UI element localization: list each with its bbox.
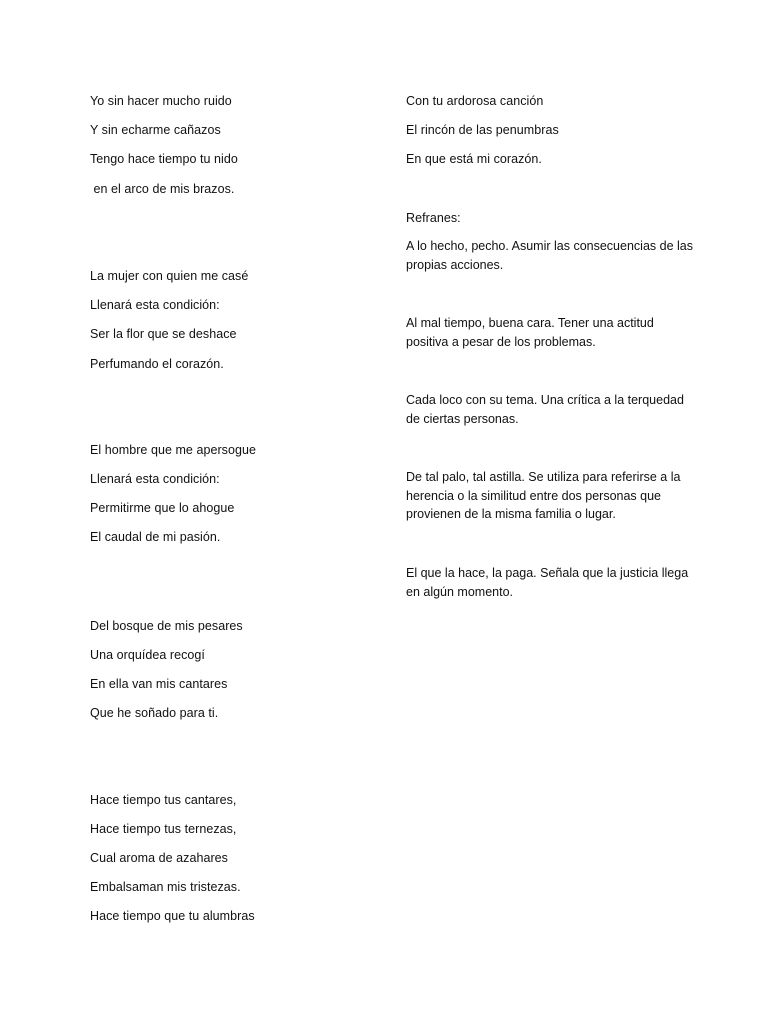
- refran-paragraph: A lo hecho, pecho. Asumir las consecuencias de las propias acciones.: [406, 239, 693, 272]
- poem-line: En ella van mis cantares: [90, 677, 228, 691]
- poem-line: Del bosque de mis pesares: [90, 619, 243, 633]
- poem-line: Cual aroma de azahares: [90, 851, 228, 865]
- poem-line: Ser la flor que se deshace: [90, 327, 237, 341]
- poem-line: Una orquídea recogí: [90, 648, 205, 662]
- refran-paragraph: De tal palo, tal astilla. Se utiliza para referirse a la herencia o la similitud entre dos personas que provienen de la misma familia o lugar.: [406, 470, 681, 521]
- poem-line: Tengo hace tiempo tu nido: [90, 152, 238, 166]
- poem-line: Embalsaman mis tristezas.: [90, 880, 241, 894]
- poem-line: Hace tiempo tus ternezas,: [90, 822, 237, 836]
- poem-line: Y sin echarme cañazos: [90, 123, 221, 137]
- poem-line: Llenará esta condición:: [90, 298, 220, 312]
- refranes-heading: Refranes:: [406, 211, 461, 225]
- refran-paragraph: Cada loco con su tema. Una crítica a la terquedad de ciertas personas.: [406, 393, 684, 426]
- poem-line: En que está mi corazón.: [406, 152, 542, 166]
- poem-line: Perfumando el corazón.: [90, 357, 224, 371]
- refran-paragraph: El que la hace, la paga. Señala que la justicia llega en algún momento.: [406, 566, 689, 599]
- poem-line: El caudal de mi pasión.: [90, 530, 221, 544]
- poem-line: Llenará esta condición:: [90, 472, 220, 486]
- poem-line: Que he soñado para ti.: [90, 706, 219, 720]
- poem-line: Hace tiempo tus cantares,: [90, 793, 237, 807]
- poem-line: en el arco de mis brazos.: [90, 182, 235, 196]
- poem-line: El rincón de las penumbras: [406, 123, 559, 137]
- refran-paragraph: Al mal tiempo, buena cara. Tener una actitud positiva a pesar de los problemas.: [406, 316, 654, 349]
- poem-line: Permitirme que lo ahogue: [90, 501, 235, 515]
- poem-line: Yo sin hacer mucho ruido: [90, 94, 232, 108]
- poem-line: La mujer con quien me casé: [90, 269, 249, 283]
- poem-line: El hombre que me apersogue: [90, 443, 256, 457]
- poem-line: Con tu ardorosa canción: [406, 94, 544, 108]
- poem-line: Hace tiempo que tu alumbras: [90, 909, 255, 923]
